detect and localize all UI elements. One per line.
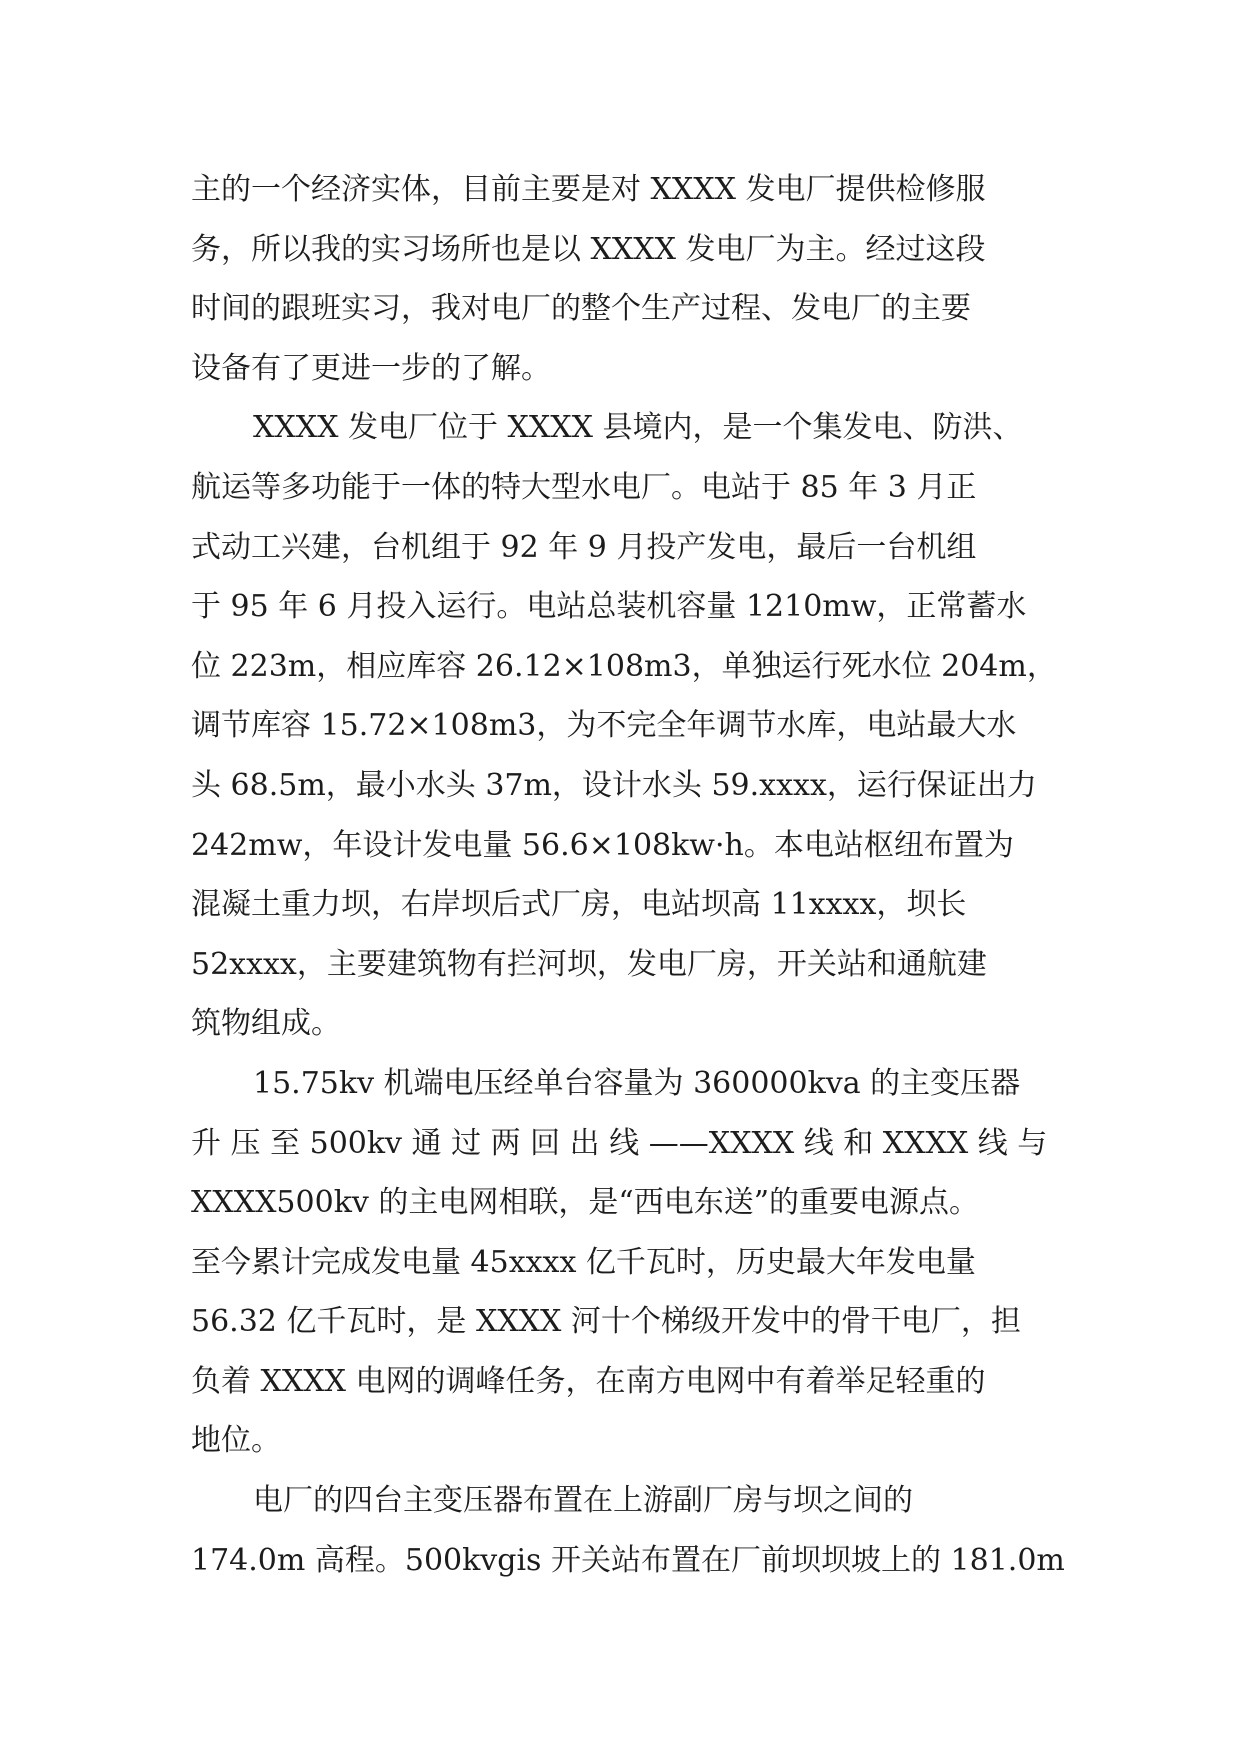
text-line: 174.0m 高程。500kvgis 开关站布置在厂前坝坝坡上的 181.0m	[191, 1542, 1065, 1578]
text-line: 主的一个经济实体，目前主要是对 XXXX 发电厂提供检修服	[191, 172, 986, 207]
text-line: 地位。	[191, 1423, 281, 1459]
text-line: 航运等多功能于一体的特大型水电厂。电站于 85 年 3 月正	[191, 469, 977, 505]
paragraph-2	[191, 398, 1057, 1054]
text-line: 升 压 至 500kv 通 过 两 回 出 线 ——XXXX 线 和 XXXX 线 与	[191, 1125, 1048, 1161]
text-line: 筑物组成。	[191, 1006, 341, 1042]
text-line: XXXX500kv 的主电网相联，是“西电东送”的重要电源点。	[191, 1185, 980, 1221]
text-line: 头 68.5m，最小水头 37m，设计水头 59.xxxx，运行保证出力	[191, 767, 1037, 803]
paragraph-4	[191, 1471, 1065, 1590]
text-line: 242mw，年设计发电量 56.6×108kw·h。本电站枢纽布置为	[191, 827, 1014, 863]
text-line: XXXX 发电厂位于 XXXX 县境内，是一个集发电、防洪、	[253, 410, 1023, 446]
text-line: 电厂的四台主变压器布置在上游副厂房与坝之间的	[253, 1483, 913, 1519]
text-line: 至今累计完成发电量 45xxxx 亿千瓦时，历史最大年发电量	[191, 1244, 976, 1280]
paragraph-1	[191, 160, 1051, 398]
text-line: 务，所以我的实习场所也是以 XXXX 发电厂为主。经过这段	[191, 231, 986, 267]
text-line: 52xxxx，主要建筑物有拦河坝，发电厂房，开关站和通航建	[191, 946, 987, 982]
document-body	[191, 160, 1065, 1590]
text-line: 于 95 年 6 月投入运行。电站总装机容量 1210mw，正常蓄水	[191, 589, 1027, 625]
text-line: 式动工兴建，台机组于 92 年 9 月投产发电，最后一台机组	[191, 529, 977, 565]
text-line: 混凝土重力坝，右岸坝后式厂房，电站坝高 11xxxx，坝长	[191, 887, 967, 923]
text-line: 56.32 亿千瓦时，是 XXXX 河十个梯级开发中的骨干电厂，担	[191, 1304, 1021, 1340]
text-line: 时间的跟班实习，我对电厂的整个生产过程、发电厂的主要	[191, 291, 971, 327]
paragraph-3	[191, 1054, 1051, 1471]
text-line: 调节库容 15.72×108m3，为不完全年调节水库，电站最大水	[191, 708, 1017, 744]
text-line: 位 223m，相应库容 26.12×108m3，单独运行死水位 204m，	[191, 648, 1057, 684]
text-line: 设备有了更进一步的了解。	[191, 350, 551, 386]
text-line: 负着 XXXX 电网的调峰任务，在南方电网中有着举足轻重的	[191, 1363, 986, 1399]
text-line: 15.75kv 机端电压经单台容量为 360000kva 的主变压器	[253, 1065, 1021, 1101]
